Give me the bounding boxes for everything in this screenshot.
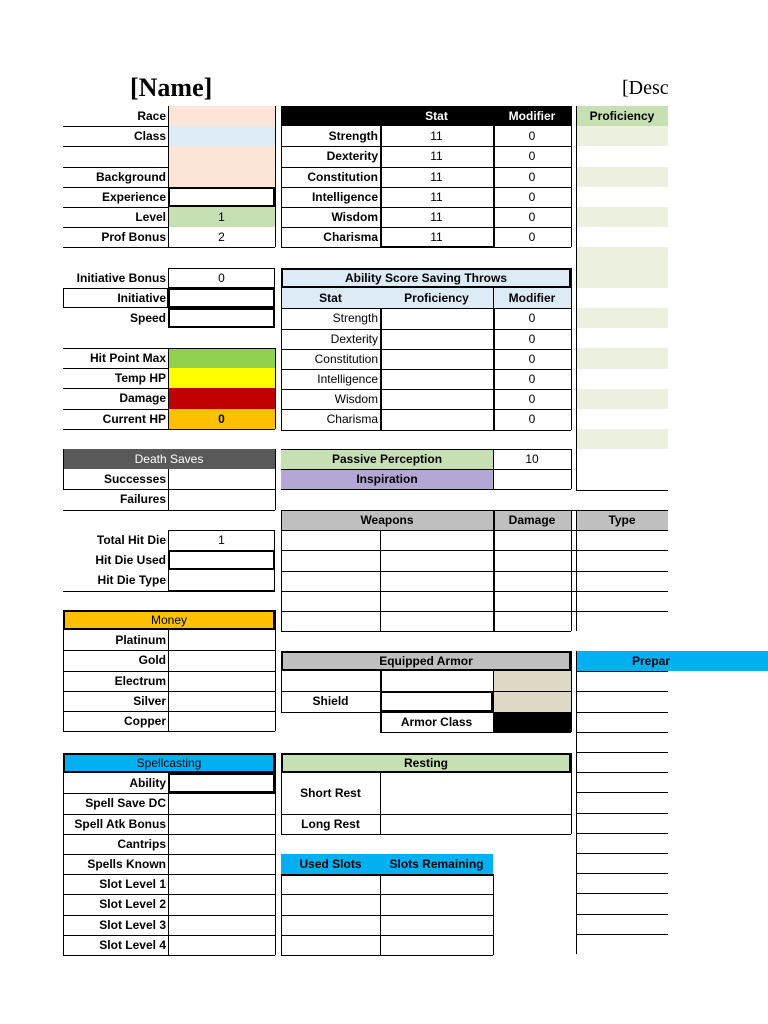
grid-line [63, 348, 275, 349]
grid-line [380, 126, 382, 247]
grid-line [576, 490, 668, 491]
skills-header-proficiency: Proficiency [576, 106, 668, 126]
armor-class-label: Armor Class [400, 714, 473, 729]
money-field[interactable] [168, 650, 275, 670]
weapon-damage-field[interactable] [493, 571, 571, 591]
skill-proficiency-field[interactable] [576, 389, 668, 409]
hp-value-field[interactable]: 0 [168, 409, 275, 429]
weapon-type-field[interactable] [576, 530, 668, 550]
grid-line [281, 510, 282, 631]
box-border [281, 651, 571, 671]
spellcasting-label: Slot Level 2 [99, 897, 166, 912]
slots-remaining-field[interactable] [380, 894, 493, 914]
stat-value-field[interactable]: 11 [430, 149, 443, 164]
save-stat-name: Dexterity [330, 331, 378, 346]
grid-line [281, 469, 571, 470]
hp-label: Hit Point Max [89, 351, 166, 366]
grid-line [576, 510, 577, 631]
grid-line [576, 732, 668, 733]
hit-die-label: Total Hit Die [96, 533, 166, 548]
skill-proficiency-field[interactable] [576, 126, 668, 146]
weapon-detail-field[interactable] [380, 530, 493, 550]
short-rest-label: Short Rest [300, 786, 361, 801]
money-field[interactable] [168, 711, 275, 731]
box-border [168, 187, 275, 207]
grid-line [571, 753, 572, 834]
save-proficiency-field[interactable] [380, 409, 493, 429]
used-slots-field[interactable] [281, 894, 380, 914]
resting-title: Resting [281, 753, 571, 773]
grid-line [63, 510, 275, 511]
armor-detail-field[interactable] [380, 671, 493, 691]
grid-line [63, 610, 64, 731]
grid-line [275, 610, 276, 731]
grid-line [576, 873, 668, 874]
grid-line [63, 591, 275, 592]
grid-line [380, 874, 381, 955]
identity-value-field[interactable] [168, 106, 275, 126]
hp-value-field[interactable] [168, 388, 275, 408]
grid-line [493, 874, 494, 955]
prepared-spells-title: Prepar [576, 651, 768, 671]
skill-proficiency-field[interactable] [576, 288, 668, 308]
grid-line [576, 833, 668, 834]
grid-line [576, 772, 668, 773]
grid-line [571, 268, 572, 430]
spellcasting-label: Cantrips [117, 836, 166, 851]
weapon-detail-field[interactable] [380, 571, 493, 591]
spellcasting-field[interactable] [168, 834, 275, 854]
identity-label: Background [95, 169, 166, 184]
skill-proficiency-field[interactable] [576, 328, 668, 348]
grid-line [281, 106, 282, 247]
speed-label: Speed [129, 311, 166, 326]
spellcasting-label: Slot Level 4 [99, 937, 166, 952]
grid-line [576, 914, 668, 915]
stat-value-field[interactable]: 11 [430, 129, 443, 144]
money-field[interactable] [168, 671, 275, 691]
initiative-bonus-value[interactable]: 0 [218, 271, 225, 286]
death-save-label: Successes [103, 472, 166, 487]
weapon-name-field[interactable] [281, 550, 380, 570]
skill-proficiency-field[interactable] [576, 187, 668, 207]
skill-proficiency-field[interactable] [576, 247, 668, 267]
grid-line [281, 651, 282, 712]
grid-line [576, 893, 668, 894]
hit-die-field[interactable]: 1 [218, 533, 225, 548]
used-slots-field[interactable] [281, 935, 380, 955]
grid-line [63, 429, 275, 430]
armor-bonus-field[interactable] [493, 671, 571, 691]
save-modifier: 0 [528, 372, 536, 387]
used-slots-field[interactable] [281, 915, 380, 935]
grid-line [380, 530, 381, 631]
used-slots-field[interactable] [281, 874, 380, 894]
save-stat-name: Wisdom [334, 392, 378, 407]
grid-line [281, 874, 282, 955]
grid-line [571, 449, 572, 489]
spellcasting-label: Spells Known [87, 857, 166, 872]
grid-line [571, 510, 572, 631]
identity-value-field[interactable]: 2 [168, 227, 275, 247]
stats-header-stat: Stat [425, 109, 448, 124]
stat-value-field[interactable]: 11 [430, 189, 443, 204]
skill-proficiency-field[interactable] [576, 449, 668, 469]
weapon-name-field[interactable] [281, 571, 380, 591]
grid-line [281, 268, 282, 430]
grid-line [281, 550, 668, 551]
identity-label: Race [137, 109, 166, 124]
spellcasting-field[interactable] [168, 894, 275, 914]
save-modifier: 0 [528, 331, 536, 346]
save-stat-name: Constitution [314, 351, 378, 366]
skill-proficiency-field[interactable] [576, 268, 668, 288]
type-header: Type [576, 510, 668, 530]
saves-header-modifier: Modifier [493, 288, 571, 308]
spellcasting-field[interactable] [168, 915, 275, 935]
stat-value-field[interactable]: 11 [430, 210, 443, 225]
money-title: Money [63, 610, 275, 630]
spellcasting-field[interactable] [168, 935, 275, 955]
shield-bonus-field[interactable] [493, 691, 571, 711]
grid-line [275, 449, 276, 510]
grid-line [493, 671, 494, 711]
skill-proficiency-field[interactable] [576, 348, 668, 368]
identity-label [63, 146, 168, 166]
grid-line [281, 530, 668, 531]
spellcasting-field[interactable] [168, 793, 275, 813]
grid-line [168, 348, 169, 429]
save-proficiency-field[interactable] [380, 389, 493, 409]
skill-proficiency-field[interactable] [576, 146, 668, 166]
grid-line [281, 591, 668, 592]
speed-field[interactable] [168, 308, 275, 328]
save-modifier: 0 [528, 392, 536, 407]
grid-line [576, 712, 668, 713]
initiative-label: Initiative [117, 291, 166, 306]
weapons-header: Weapons [281, 510, 493, 530]
spellcasting-field[interactable] [168, 874, 275, 894]
spellcasting-label: Spell Save DC [85, 796, 166, 811]
stat-name: Intelligence [311, 189, 378, 204]
weapon-detail-field[interactable] [380, 591, 493, 611]
weapon-damage-field[interactable] [493, 550, 571, 570]
save-stat-name: Intelligence [317, 372, 378, 387]
weapon-type-field[interactable] [576, 571, 668, 591]
money-field[interactable] [168, 691, 275, 711]
spellcasting-field[interactable] [168, 854, 275, 874]
save-proficiency-field[interactable] [380, 308, 493, 328]
spellcasting-label: Slot Level 3 [99, 917, 166, 932]
weapon-type-field[interactable] [576, 611, 668, 631]
money-label: Gold [138, 653, 166, 668]
stat-modifier: 0 [528, 210, 536, 225]
grid-line [281, 955, 493, 956]
box-border [281, 268, 571, 288]
grid-line [63, 247, 275, 248]
passive-perception-label: Passive Perception [281, 449, 493, 469]
grid-line [281, 449, 571, 450]
grid-line [576, 792, 668, 793]
stat-modifier: 0 [528, 230, 536, 245]
grid-line [63, 753, 64, 955]
stat-name: Constitution [307, 169, 378, 184]
weapon-type-field[interactable] [576, 591, 668, 611]
box-border [63, 610, 275, 630]
death-save-field[interactable] [168, 489, 275, 509]
box-border [168, 773, 275, 793]
box-border [63, 753, 275, 773]
identity-label: Experience [101, 189, 166, 204]
grid-line [281, 814, 571, 815]
stat-modifier: 0 [528, 169, 536, 184]
stat-modifier: 0 [528, 129, 536, 144]
spellcasting-field[interactable] [168, 814, 275, 834]
save-proficiency-field[interactable] [380, 329, 493, 349]
weapon-type-field[interactable] [576, 550, 668, 570]
skill-proficiency-field[interactable] [576, 207, 668, 227]
weapon-damage-field[interactable] [493, 611, 571, 631]
stats-header-modifier: Modifier [508, 109, 556, 124]
shield-label: Shield [312, 694, 349, 709]
passive-perception-value: 10 [525, 452, 539, 467]
stat-value-field[interactable]: 11 [430, 230, 443, 245]
grid-line [281, 571, 668, 572]
grid-line [281, 834, 571, 835]
grid-line [380, 732, 571, 733]
spellcasting-title: Spellcasting [63, 753, 275, 773]
damage-header: Damage [493, 510, 571, 530]
hit-die-label: Hit Die Type [97, 573, 166, 588]
skill-proficiency-field[interactable] [576, 409, 668, 429]
weapon-damage-field[interactable] [493, 530, 571, 550]
initiative-field[interactable] [168, 288, 275, 308]
short-rest-field[interactable] [380, 773, 571, 813]
stat-value-field[interactable]: 11 [430, 169, 443, 184]
long-rest-field[interactable] [380, 814, 571, 834]
saves-header-stat: Stat [281, 288, 380, 308]
stat-name: Dexterity [326, 149, 378, 164]
grid-line [493, 510, 495, 631]
equipped-armor-title: Equipped Armor [281, 651, 571, 671]
grid-line [275, 753, 276, 955]
hp-label: Temp HP [114, 371, 166, 386]
save-stat-name: Strength [332, 311, 378, 326]
grid-line [281, 430, 571, 431]
grid-line [275, 348, 276, 429]
skill-proficiency-field[interactable] [576, 227, 668, 247]
stat-name: Strength [328, 129, 378, 144]
saving-throws-title: Ability Score Saving Throws [281, 268, 571, 288]
grid-line [281, 712, 571, 713]
armor-name-field[interactable] [281, 671, 380, 691]
inspiration-field[interactable] [493, 469, 571, 489]
box-border [168, 550, 275, 570]
death-saves-title: Death Saves [63, 449, 275, 469]
identity-value-field[interactable] [168, 146, 275, 166]
weapon-name-field[interactable] [281, 611, 380, 631]
identity-value-field[interactable] [168, 167, 275, 187]
grid-line [281, 489, 571, 490]
grid-line [168, 106, 169, 247]
hit-die-label: Hit Die Used [95, 553, 166, 568]
hp-value-field[interactable] [168, 368, 275, 388]
character-name[interactable]: [Name] [130, 73, 213, 102]
grid-line [576, 853, 668, 854]
skill-proficiency-field[interactable] [576, 167, 668, 187]
identity-value-field[interactable]: 1 [168, 207, 275, 227]
inspiration-label: Inspiration [281, 469, 493, 489]
spellcasting-label: Ability [129, 776, 166, 791]
spellcasting-label: Slot Level 1 [99, 877, 166, 892]
grid-line [576, 651, 577, 954]
grid-line [380, 246, 493, 248]
slots-remaining-field[interactable] [380, 935, 493, 955]
grid-line [493, 126, 495, 247]
slots-remaining-field[interactable] [380, 915, 493, 935]
weapon-name-field[interactable] [281, 591, 380, 611]
stat-modifier: 0 [528, 149, 536, 164]
save-modifier: 0 [528, 412, 536, 427]
grid-line [281, 611, 668, 612]
save-stat-name: Charisma [326, 412, 378, 427]
hp-label: Damage [119, 391, 166, 406]
grid-line [380, 308, 382, 429]
grid-line [576, 671, 668, 672]
money-label: Platinum [115, 633, 166, 648]
save-modifier: 0 [528, 311, 536, 326]
slots-remaining-header: Slots Remaining [380, 854, 493, 874]
identity-value-field[interactable] [168, 126, 275, 146]
grid-line [576, 691, 668, 692]
money-field[interactable] [168, 630, 275, 650]
box-border [380, 691, 493, 711]
grid-line [281, 753, 282, 834]
hp-value-field[interactable] [168, 348, 275, 368]
grid-line [576, 106, 577, 490]
weapon-name-field[interactable] [281, 530, 380, 550]
box-border [168, 268, 275, 288]
long-rest-label: Long Rest [301, 816, 360, 831]
character-description[interactable]: [Desc [622, 77, 669, 99]
money-label: Electrum [114, 673, 166, 688]
grid-line [63, 955, 275, 956]
used-slots-header: Used Slots [281, 854, 380, 874]
skill-proficiency-field[interactable] [576, 470, 668, 490]
grid-line [571, 651, 572, 732]
death-save-field[interactable] [168, 469, 275, 489]
death-save-label: Failures [119, 492, 166, 507]
grid-line [380, 773, 381, 834]
hp-label: Current HP [102, 411, 166, 426]
money-label: Silver [133, 693, 166, 708]
weapon-detail-field[interactable] [380, 611, 493, 631]
stat-modifier: 0 [528, 189, 536, 204]
slots-remaining-field[interactable] [380, 874, 493, 894]
grid-line [63, 449, 64, 489]
spellcasting-label: Spell Atk Bonus [74, 816, 166, 831]
grid-line [63, 731, 275, 732]
skill-proficiency-field[interactable] [576, 429, 668, 449]
weapon-damage-field[interactable] [493, 591, 571, 611]
save-proficiency-field[interactable] [380, 349, 493, 369]
stat-name: Wisdom [331, 210, 378, 225]
initiative-bonus-label: Initiative Bonus [76, 271, 166, 286]
grid-line [168, 469, 169, 509]
identity-label: Class [133, 129, 166, 144]
box-border [63, 288, 168, 308]
armor-class-value [493, 712, 571, 732]
grid-line [281, 510, 668, 511]
grid-line [168, 773, 169, 955]
grid-line [275, 106, 276, 247]
grid-line [493, 449, 494, 489]
save-modifier: 0 [528, 351, 536, 366]
skill-proficiency-field[interactable] [576, 308, 668, 328]
identity-label: Prof Bonus [101, 230, 166, 245]
skill-proficiency-field[interactable] [576, 369, 668, 389]
grid-line [281, 631, 571, 632]
box-border [281, 753, 571, 773]
grid-line [168, 630, 169, 731]
identity-label: Level [135, 210, 166, 225]
save-proficiency-field[interactable] [380, 369, 493, 389]
money-label: Copper [124, 714, 166, 729]
saves-header-proficiency: Proficiency [380, 288, 493, 308]
stat-name: Charisma [323, 230, 378, 245]
grid-line [576, 934, 668, 935]
grid-line [571, 106, 572, 247]
grid-line [493, 308, 495, 429]
grid-line [576, 813, 668, 814]
grid-line [576, 752, 668, 753]
weapon-detail-field[interactable] [380, 550, 493, 570]
